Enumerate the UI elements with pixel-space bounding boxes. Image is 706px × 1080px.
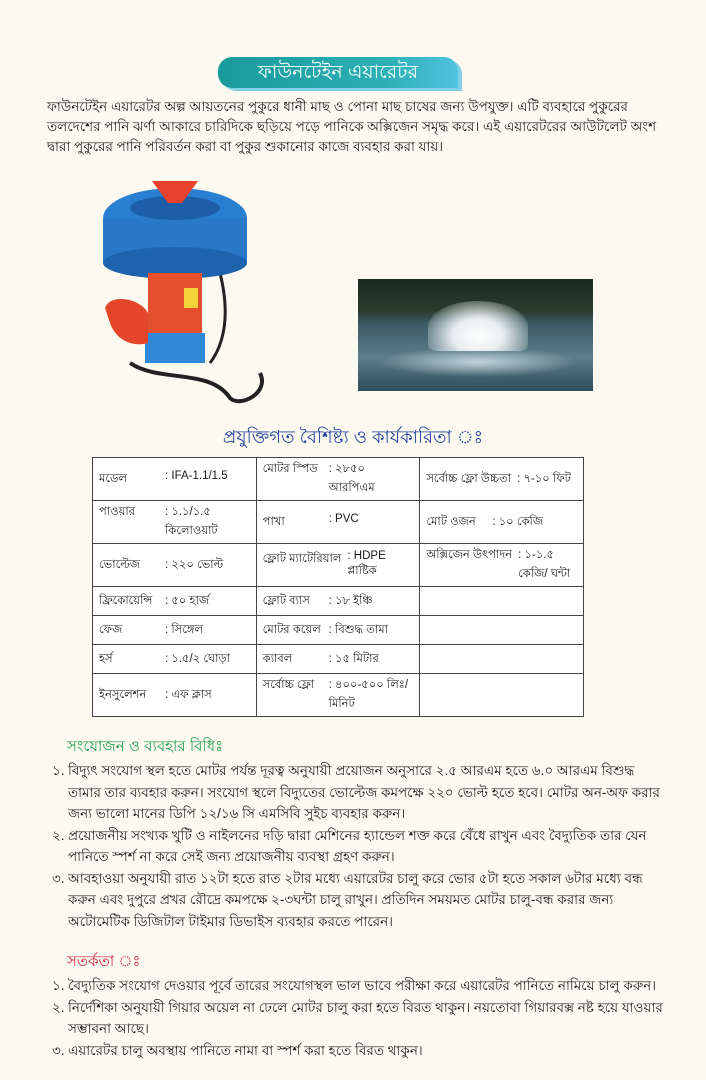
list-item xyxy=(52,1040,664,1062)
list-item xyxy=(52,760,664,825)
spec-label: মডেল xyxy=(99,472,128,485)
item-text: বিদ্যুৎ সংযোগ স্থল হতে মোটর পর্যন্ত দূরত্ব অনুযায়ী প্রয়োজন অনুসারে ২.৫ আরএম হতে ৬.০ আরএম বিশুদ্ধ তামার তার ব্যবহার করুন। সংযোগ স্থলে বিদ্যুতের ভোল্টেজ কমপক্ষে ২২০ ভোল্ট হতে হবে। মোটর অন-অফ করার জন্য ভালো মানের ডিপি ১২/১৬ সি এমসিবি সুইচ ব্যবহার করুন। xyxy=(68,763,660,821)
table-cell xyxy=(420,587,584,616)
spec-label: ভোল্টেজ xyxy=(99,558,141,571)
spec-label: সর্বোচ্চ ফ্লো xyxy=(262,679,315,691)
spec-value: : HDPE প্লাষ্টিক xyxy=(347,549,386,577)
item-text: নির্দেশিকা অনুযায়ী গিয়ার অয়েল না ঢেলে মোটর চালু করা হতে বিরত থাকুন। নয়তোবা গিয়ারবক্স নষ্ট হয়ে যাওয়ার সম্ভাবনা আছে। xyxy=(68,999,663,1036)
table-cell xyxy=(93,674,257,717)
table-cell xyxy=(256,616,420,645)
item-text: প্রয়োজনীয় সংখ্যক খুটি ও নাইলনের দড়ি দ্বারা মেশিনের হ্যান্ডেল শক্ত করে বেঁধে রাখুন এবং বৈদ্যুতিক তার যেন পানিতে স্পর্শ না করে সেই জন্য প্রয়োজনীয় ব্যবস্থা গ্রহণ করুন। xyxy=(68,827,647,864)
table-cell xyxy=(256,458,420,501)
table-cell xyxy=(93,544,257,587)
spec-label: অক্সিজেন উৎপাদন xyxy=(426,549,513,561)
usage-heading: সংযোজন ও ব্যবহার বিধিঃ xyxy=(67,738,224,755)
table-row xyxy=(93,674,584,717)
item-number: ২. xyxy=(52,827,65,843)
spec-value: : ৪০০-৫০০ লিঃ/ মিনিট xyxy=(328,679,409,710)
list-item xyxy=(52,825,664,868)
spec-label: ফেজ xyxy=(99,623,123,636)
spec-value: : PVC xyxy=(328,512,359,525)
intro-paragraph: ফাউনটেইন এয়ারেটর অল্প আয়তনের পুকুরে ধানী মাছ ও পোনা মাছ চাষের জন্য উপযুক্ত। এটি ব্যবহারে পুকুরের তলদেশের পানি ঝর্ণা আকারে চারিদিকে ছড়িয়ে পড়ে পানিকে অক্সিজেন সমৃদ্ধ করে। এই এয়ারেটরের আউটলেট অংশ দ্বারা পুকুরের পানি পরিবর্তন করা বা পুকুর শুকানোর কাজে ব্যবহার করা যায়। xyxy=(47,99,657,154)
table-row xyxy=(93,501,584,544)
table-cell xyxy=(93,501,257,544)
spec-value: : বিশুদ্ধ তামা xyxy=(328,623,388,636)
table-row xyxy=(93,544,584,587)
spec-label: মোট ওজন xyxy=(426,515,476,528)
table-cell xyxy=(93,616,257,645)
item-number: ৩. xyxy=(52,870,65,886)
spec-label: ফ্রিকোয়েন্সি xyxy=(99,594,153,607)
spec-value: : ৭-১০ ফিট xyxy=(517,472,571,485)
spec-value: : IFA-1.1/1.5 xyxy=(165,469,228,482)
fountain-aerator-image xyxy=(100,173,275,408)
item-number: ১. xyxy=(52,978,65,993)
spec-label: পাখা xyxy=(262,515,285,528)
item-text: আবহাওয়া অনুযায়ী রাত ১২টা হতে রাত ২টার মধ্যে এয়ারেটর চালু করে ভোর ৫টা হতে সকাল ৬টার মধ্যে বন্ধ করুন এবং দুপুরে প্রখর রৌদ্রে কমপক্ষে ২-৩ঘন্টা চালু রাখুন। প্রতিদিন সময়মত মোটর চালু-বন্ধ করার জন্য অটোমেটিক ডিজিটাল টাইমার ডিভাইস ব্যবহার করতে পারেন। xyxy=(68,870,643,929)
table-row xyxy=(93,458,584,501)
table-cell xyxy=(256,544,420,587)
spec-label: ইনসুলেশন xyxy=(99,688,147,701)
fountain-pond-photo xyxy=(358,279,593,391)
spec-label: মোটর কয়েল xyxy=(262,623,321,636)
spec-value: : ১.৫/২ ঘোড়া xyxy=(165,652,231,665)
specs-table xyxy=(92,457,584,717)
table-cell xyxy=(93,645,257,674)
spec-value: : ২২০ ভোল্ট xyxy=(165,558,224,571)
table-cell xyxy=(256,645,420,674)
list-item xyxy=(52,997,664,1040)
specs-title: প্রযুক্তিগত বৈশিষ্ট্য ও কার্যকারিতা ঃ xyxy=(222,427,484,447)
spec-value: : ১.১/১.৫ কিলোওয়াট xyxy=(165,506,218,537)
item-number: ২. xyxy=(52,999,65,1015)
item-number: ৩. xyxy=(52,1042,65,1058)
spec-label: ফ্লোট ব্যাস xyxy=(262,594,310,607)
table-row xyxy=(93,645,584,674)
table-cell xyxy=(420,645,584,674)
table-cell xyxy=(420,544,584,587)
spec-label: ক্যাবল xyxy=(262,652,293,665)
table-cell xyxy=(256,674,420,717)
item-number: ১. xyxy=(52,763,65,778)
page-title: ফাউনটেইন এয়ারেটর xyxy=(218,57,458,88)
caution-heading: সতর্কতা ঃ xyxy=(67,953,141,970)
spec-value: : সিঙ্গেল xyxy=(165,623,204,636)
item-text: বৈদ্যুতিক সংযোগ দেওয়ার পূর্বে তারের সংযোগস্থল ভাল ভাবে পরীক্ষা করে এয়ারেটর পানিতে নামিয়ে চালু করুন। xyxy=(68,978,657,993)
table-row xyxy=(93,616,584,645)
spec-value: : ১৮ ইঞ্চি xyxy=(328,594,373,607)
list-item xyxy=(52,975,664,997)
table-cell xyxy=(256,587,420,616)
spec-value: : ১৫ মিটার xyxy=(328,652,379,665)
spec-label: সর্বোচ্চ ফ্লো উচ্চতা xyxy=(426,472,512,485)
table-cell xyxy=(420,458,584,501)
spec-value: : এফ ক্লাস xyxy=(165,688,212,701)
usage-list xyxy=(52,760,664,932)
table-cell xyxy=(93,587,257,616)
item-text: এয়ারেটর চালু অবস্থায় পানিতে নামা বা স্পর্শ করা হতে বিরত থাকুন। xyxy=(68,1042,423,1058)
table-cell xyxy=(420,674,584,717)
spec-value: : ২৮৫০ আরপিএম xyxy=(328,463,375,494)
table-cell xyxy=(420,501,584,544)
image-area xyxy=(0,167,706,417)
spec-label: মোটর স্পিড xyxy=(262,463,318,475)
spec-value: : ১-১.৫ কেজি/ ঘন্টা xyxy=(518,549,571,580)
table-cell xyxy=(93,458,257,501)
list-item xyxy=(52,868,664,933)
table-cell xyxy=(420,616,584,645)
spec-label: পাওয়ার xyxy=(99,506,136,518)
spec-label: হর্স xyxy=(99,652,113,665)
table-row xyxy=(93,587,584,616)
table-cell xyxy=(256,501,420,544)
caution-list xyxy=(52,975,664,1061)
spec-value: : ৫০ হার্জ xyxy=(165,594,210,607)
spec-label: ফ্লোট ম্যাটেরিয়াল xyxy=(262,552,342,565)
spec-value: : ১০ কেজি xyxy=(492,515,544,528)
